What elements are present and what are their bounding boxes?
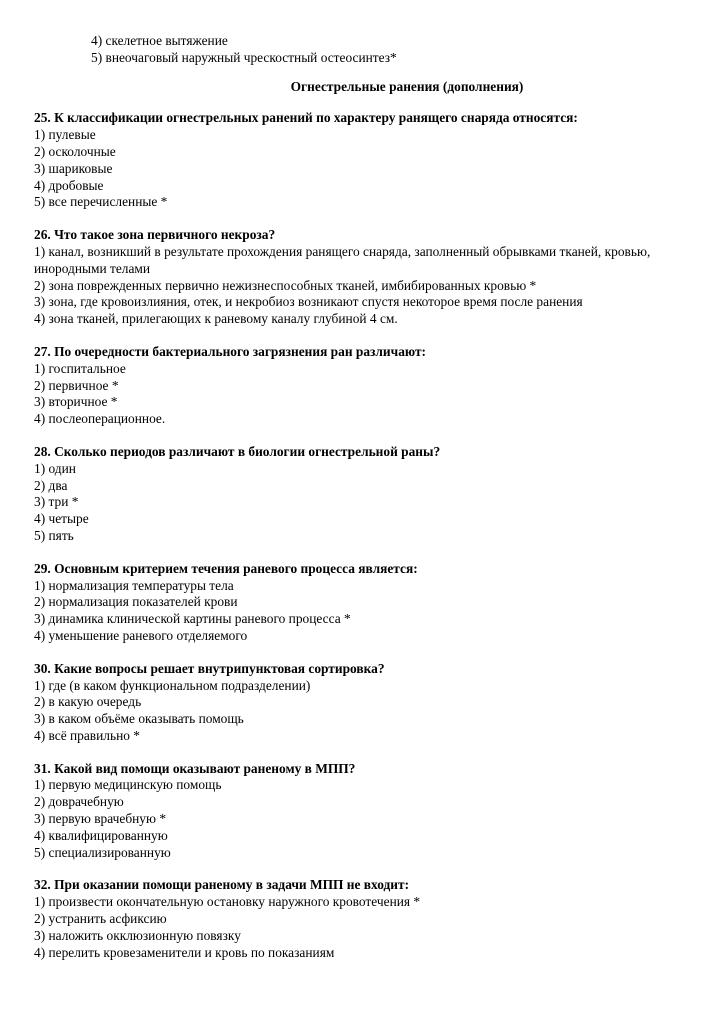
answer-option: 2) первичное * — [34, 377, 119, 393]
answer-option: 3) зона, где кровоизлияния, отек, и некробиоз возникают спустя некоторое время после ранения — [34, 294, 583, 310]
answer-option: 3) вторичное * — [34, 394, 118, 410]
answer-option: 4) квалифицированную — [34, 827, 168, 843]
question-block — [34, 661, 690, 745]
answer-option: 2) два — [34, 477, 68, 493]
answer-option: 1) нормализация температуры тела — [34, 577, 234, 593]
question-title: 27. По очередности бактериального загрязнения ран различают: — [34, 343, 426, 359]
question-title: 28. Сколько периодов различают в биологии огнестрельной раны? — [34, 443, 441, 459]
answer-option: 2) осколочные — [34, 143, 116, 159]
question-title: 31. Какой вид помощи оказывают раненому в МПП? — [34, 760, 356, 776]
answer-option: 4) дробовые — [34, 177, 104, 193]
answer-option: 3) в каком объёме оказывать помощь — [34, 711, 244, 727]
answer-option: 4) всё правильно * — [34, 727, 140, 743]
answer-option: 4) послеоперационное. — [34, 411, 166, 427]
answer-option: 2) устранить асфиксию — [34, 911, 167, 927]
document-page — [34, 33, 690, 977]
answer-option: 5) специализированную — [34, 844, 171, 860]
answer-option: 1) канал, возникший в результате прохождения ранящего снаряда, заполненный обрывками тканей, кровью, инородными телами — [34, 243, 651, 276]
answer-option: 4) зона тканей, прилегающих к раневому каналу глубиной 4 см. — [34, 311, 398, 327]
answer-option: 1) где (в каком функциональном подразделении) — [34, 677, 311, 693]
answer-option: 3) первую врачебную * — [34, 811, 167, 827]
answer-option: 2) зона поврежденных первично нежизнеспособных тканей, имбибированных кровью * — [34, 277, 537, 293]
answer-option: 3) три * — [34, 494, 79, 510]
list-item: 5) внеочаговый наружный чрескостный остеосинтез* — [91, 49, 397, 65]
answer-option: 4) уменьшение раневого отделяемого — [34, 627, 248, 643]
answer-option: 3) шариковые — [34, 160, 113, 176]
question-block — [34, 761, 690, 862]
question-title: 29. Основным критерием течения раневого процесса является: — [34, 560, 418, 576]
question-block — [34, 444, 690, 545]
question-title: 30. Какие вопросы решает внутрипунктовая сортировка? — [34, 660, 385, 676]
answer-option: 2) доврачебную — [34, 794, 124, 810]
question-title: 25. К классификации огнестрельных ранений по характеру ранящего снаряда относятся: — [34, 110, 578, 126]
question-title: 32. При оказании помощи раненому в задачи МПП не входит: — [34, 877, 410, 893]
answer-option: 3) наложить окклюзионную повязку — [34, 927, 241, 943]
question-block — [34, 110, 690, 211]
list-item: 4) скелетное вытяжение — [91, 33, 228, 48]
question-block — [34, 227, 690, 328]
answer-option: 1) пулевые — [34, 127, 96, 143]
answer-option: 3) динамика клинической картины раневого процесса * — [34, 611, 351, 627]
answer-option: 2) нормализация показателей крови — [34, 594, 238, 610]
answer-option: 4) четыре — [34, 511, 89, 527]
answer-option: 1) госпитальное — [34, 360, 126, 376]
question-list — [34, 110, 690, 961]
answer-option: 1) один — [34, 460, 76, 476]
answer-option: 1) первую медицинскую помощь — [34, 777, 222, 793]
answer-option: 5) все перечисленные * — [34, 194, 168, 210]
section-heading: Огнестрельные ранения (дополнения) — [290, 78, 524, 94]
answer-option: 4) перелить кровезаменители и кровь по показаниям — [34, 944, 335, 960]
question-block — [34, 561, 690, 645]
question-block — [34, 877, 690, 961]
answer-option: 2) в какую очередь — [34, 694, 142, 710]
answer-option: 1) произвести окончательную остановку наружного кровотечения * — [34, 894, 421, 910]
continued-options — [34, 33, 690, 67]
question-title: 26. Что такое зона первичного некроза? — [34, 227, 276, 243]
answer-option: 5) пять — [34, 527, 74, 543]
question-block — [34, 344, 690, 428]
